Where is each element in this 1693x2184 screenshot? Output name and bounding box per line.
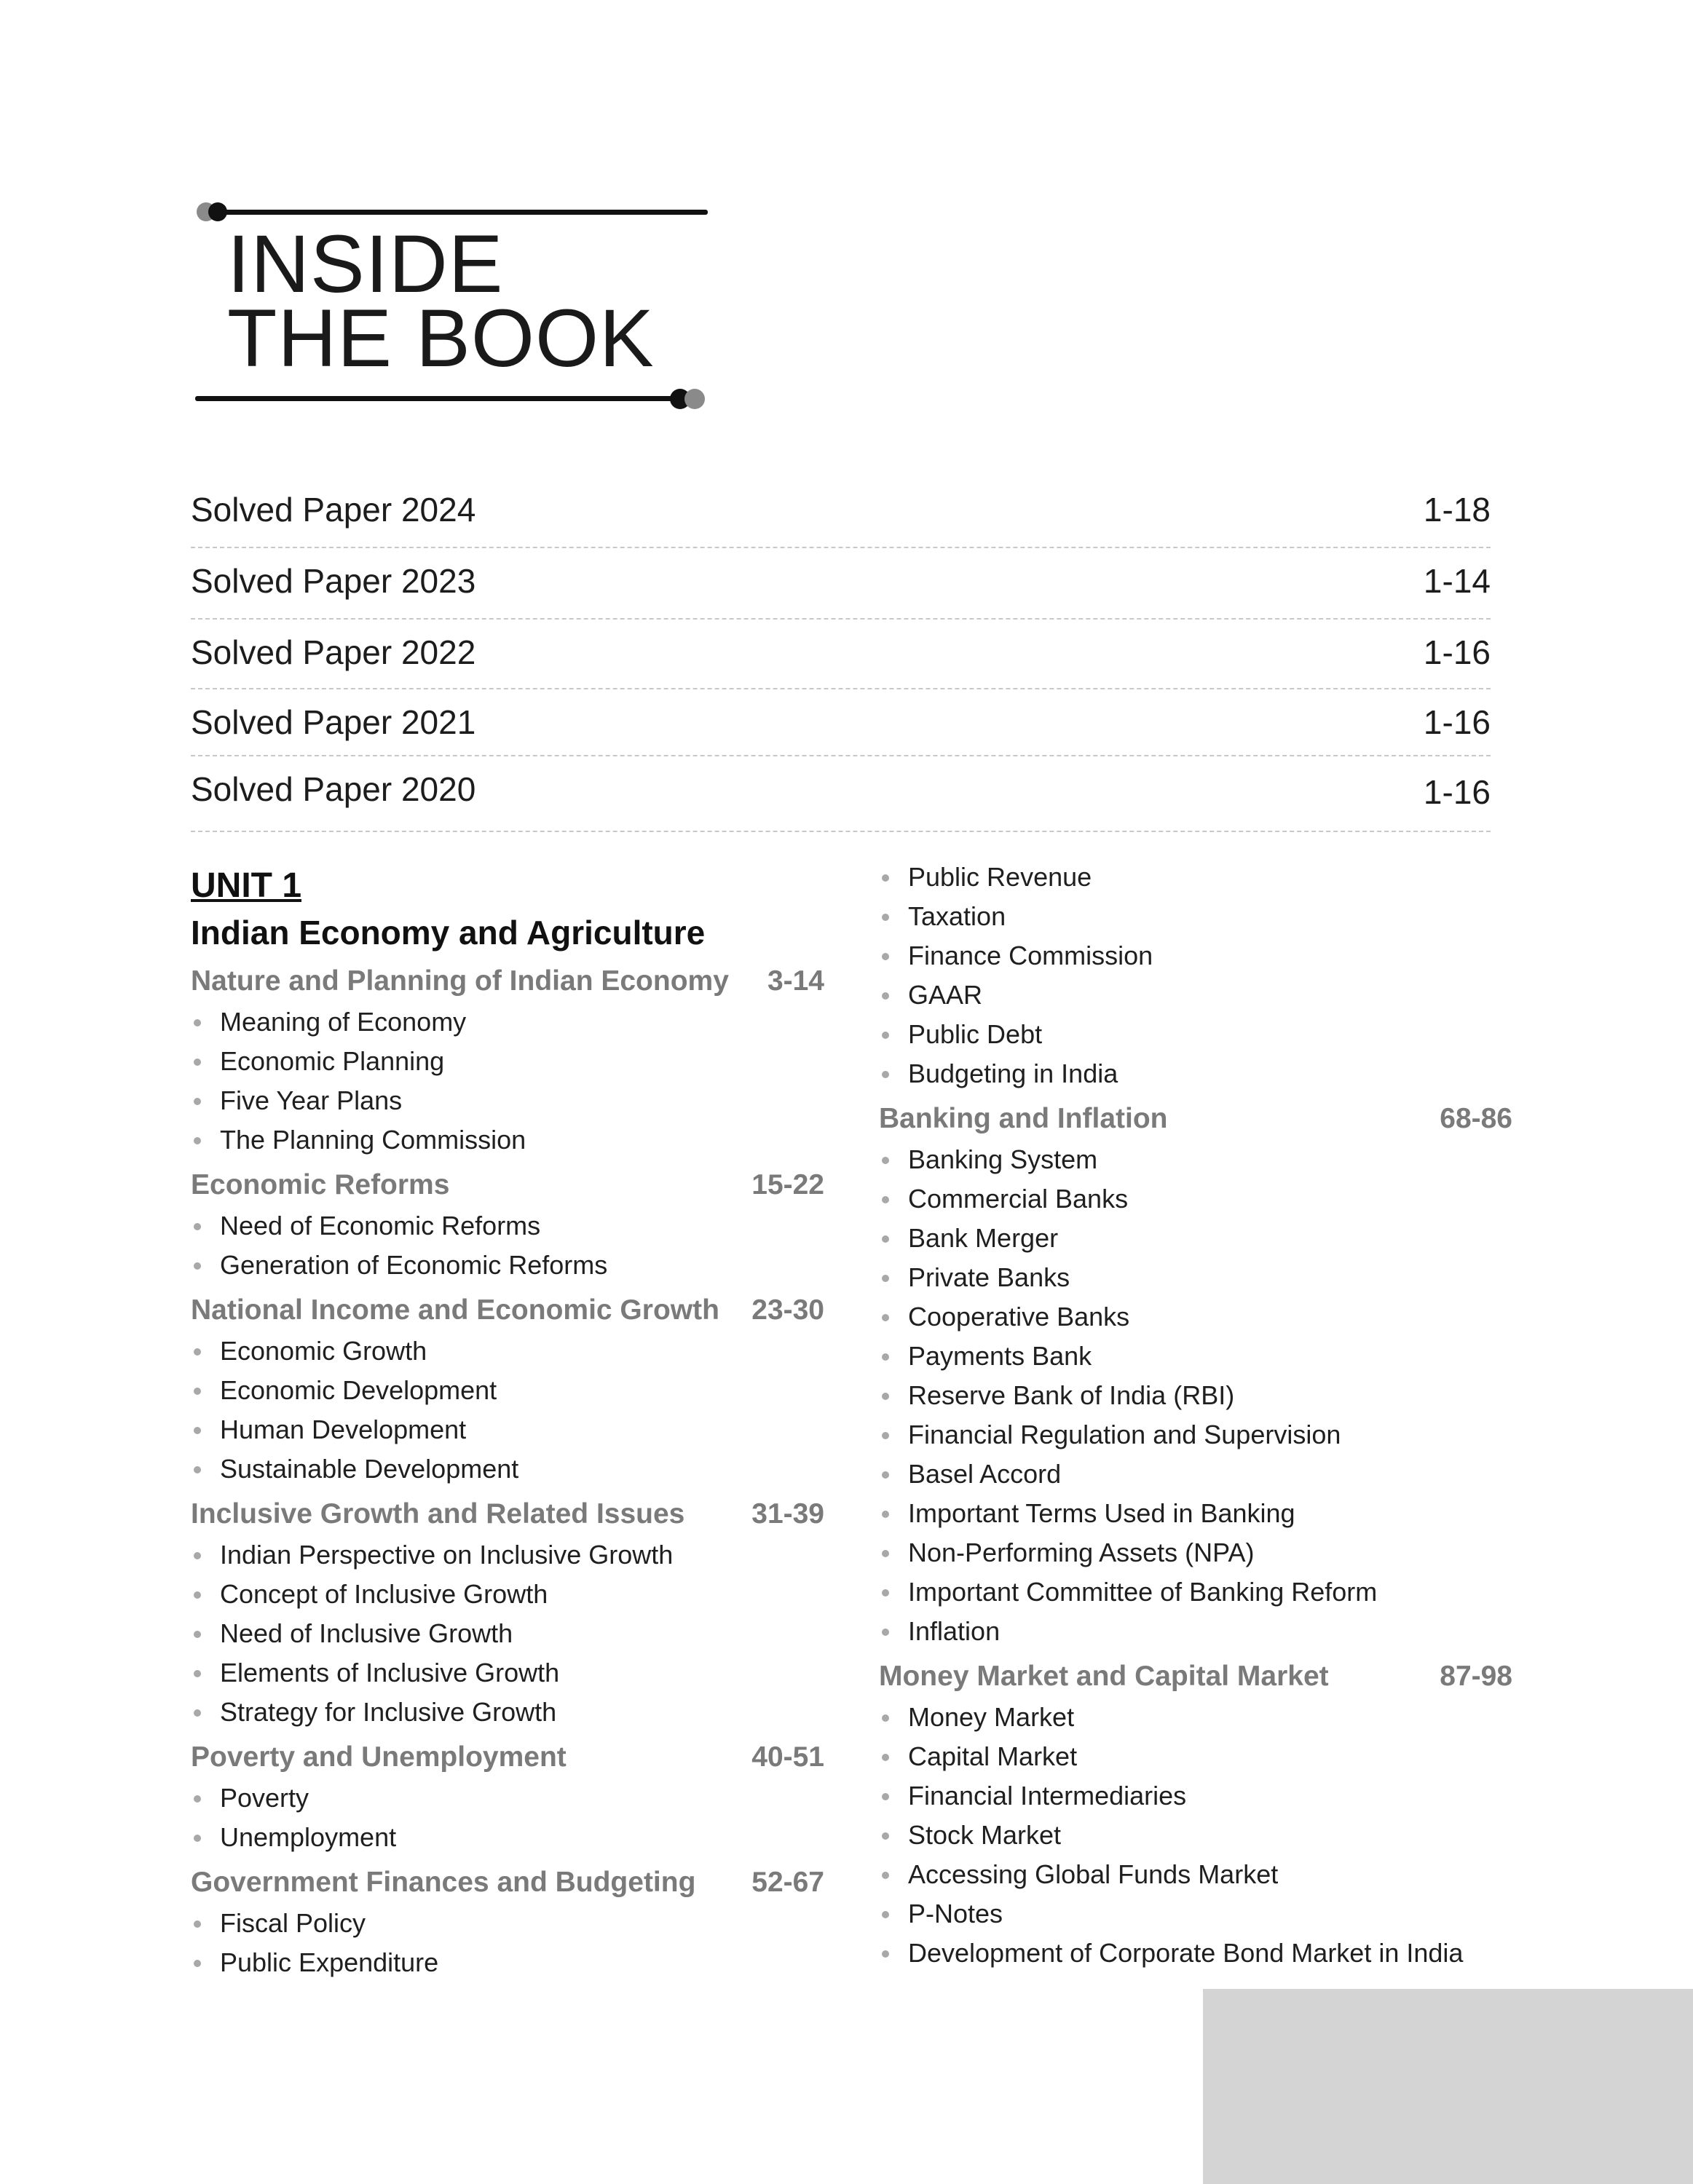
chapter-heading[interactable] bbox=[879, 1098, 1512, 1140]
topic-item: Economic Growth bbox=[191, 1332, 824, 1371]
topic-item: Public Revenue bbox=[879, 858, 1512, 897]
topic-item: Private Banks bbox=[879, 1258, 1512, 1297]
topic-item: Financial Regulation and Supervision bbox=[879, 1415, 1512, 1455]
page-title bbox=[227, 218, 655, 384]
chapter-pages: 23-30 bbox=[751, 1294, 824, 1326]
topic-list bbox=[191, 1904, 824, 1982]
topic-item: Sustainable Development bbox=[191, 1449, 824, 1489]
topic-item: Taxation bbox=[879, 897, 1512, 936]
toc-right-column bbox=[879, 858, 1512, 1973]
chapter-title: Inclusive Growth and Related Issues bbox=[191, 1498, 685, 1530]
decor-line-bottom bbox=[195, 396, 683, 401]
solved-paper-pages: 1-16 bbox=[1423, 703, 1491, 741]
topic-item: Non-Performing Assets (NPA) bbox=[879, 1533, 1512, 1572]
chapter-pages: 68-86 bbox=[1440, 1103, 1512, 1134]
topic-list bbox=[191, 1332, 824, 1489]
topic-list bbox=[191, 1206, 824, 1285]
chapter-heading[interactable] bbox=[191, 1861, 824, 1904]
chapter-title: Poverty and Unemployment bbox=[191, 1741, 567, 1773]
decor-line-top bbox=[220, 210, 708, 215]
solved-paper-label: Solved Paper 2022 bbox=[191, 633, 476, 671]
topic-item: Elements of Inclusive Growth bbox=[191, 1653, 824, 1693]
topic-item: Strategy for Inclusive Growth bbox=[191, 1693, 824, 1732]
topic-item: Indian Perspective on Inclusive Growth bbox=[191, 1535, 824, 1575]
solved-papers-list bbox=[191, 477, 1491, 832]
unit-title: UNIT 1 bbox=[191, 866, 302, 905]
topic-item: Payments Bank bbox=[879, 1337, 1512, 1376]
chapter-title: Government Finances and Budgeting bbox=[191, 1867, 696, 1898]
chapter-title: Money Market and Capital Market bbox=[879, 1661, 1329, 1692]
topic-item: Bank Merger bbox=[879, 1219, 1512, 1258]
solved-paper-pages: 1-16 bbox=[1423, 633, 1491, 671]
chapter-pages: 31-39 bbox=[751, 1498, 824, 1530]
solved-paper-label: Solved Paper 2020 bbox=[191, 770, 476, 808]
chapter-pages: 87-98 bbox=[1440, 1661, 1512, 1692]
chapter-title: Nature and Planning of Indian Economy bbox=[191, 965, 729, 997]
topic-list bbox=[191, 1535, 824, 1732]
title-line-1: INSIDE bbox=[227, 218, 504, 309]
chapter-title: National Income and Economic Growth bbox=[191, 1294, 719, 1326]
topic-item: Need of Economic Reforms bbox=[191, 1206, 824, 1246]
solved-paper-label: Solved Paper 2024 bbox=[191, 491, 476, 529]
chapter-pages: 52-67 bbox=[751, 1867, 824, 1898]
inside-the-book-header bbox=[191, 198, 715, 416]
chapter-heading[interactable] bbox=[191, 960, 824, 1002]
topic-item: Finance Commission bbox=[879, 936, 1512, 976]
topic-list bbox=[879, 1140, 1512, 1651]
chapter-pages: 15-22 bbox=[751, 1169, 824, 1200]
solved-paper-row[interactable] bbox=[191, 689, 1491, 756]
topic-item: Five Year Plans bbox=[191, 1081, 824, 1120]
topic-item: Stock Market bbox=[879, 1816, 1512, 1855]
topic-item: Poverty bbox=[191, 1779, 824, 1818]
solved-paper-pages: 1-18 bbox=[1423, 491, 1491, 529]
topic-item: Budgeting in India bbox=[879, 1054, 1512, 1093]
solved-paper-row[interactable] bbox=[191, 756, 1491, 832]
chapter-heading[interactable] bbox=[191, 1164, 824, 1206]
topic-item: Cooperative Banks bbox=[879, 1297, 1512, 1337]
topic-item: Capital Market bbox=[879, 1737, 1512, 1776]
chapter-pages: 3-14 bbox=[767, 965, 824, 997]
topic-item: GAAR bbox=[879, 976, 1512, 1015]
topic-item: Important Committee of Banking Reform bbox=[879, 1572, 1512, 1612]
topic-item: Accessing Global Funds Market bbox=[879, 1855, 1512, 1894]
topic-item: Development of Corporate Bond Market in India bbox=[879, 1934, 1512, 1973]
solved-paper-pages: 1-14 bbox=[1423, 562, 1491, 600]
topic-list bbox=[191, 1002, 824, 1160]
chapter-title: Economic Reforms bbox=[191, 1169, 450, 1200]
topic-item: Unemployment bbox=[191, 1818, 824, 1857]
topic-list bbox=[191, 1779, 824, 1857]
solved-paper-row[interactable] bbox=[191, 620, 1491, 689]
topic-list bbox=[879, 1698, 1512, 1973]
topic-item: Inflation bbox=[879, 1612, 1512, 1651]
chapter-pages: 40-51 bbox=[751, 1741, 824, 1773]
chapter-heading[interactable] bbox=[191, 1289, 824, 1332]
topic-item: The Planning Commission bbox=[191, 1120, 824, 1160]
topic-item: Commercial Banks bbox=[879, 1179, 1512, 1219]
topic-list bbox=[879, 858, 1512, 1093]
topic-item: Important Terms Used in Banking bbox=[879, 1494, 1512, 1533]
solved-paper-label: Solved Paper 2023 bbox=[191, 562, 476, 600]
solved-paper-row[interactable] bbox=[191, 548, 1491, 620]
chapter-heading[interactable] bbox=[879, 1655, 1512, 1698]
decor-dot-grey-bottom bbox=[684, 389, 705, 409]
solved-paper-pages: 1-16 bbox=[1423, 773, 1491, 811]
topic-item: Need of Inclusive Growth bbox=[191, 1614, 824, 1653]
unit-subtitle: Indian Economy and Agriculture bbox=[191, 914, 706, 951]
topic-item: Fiscal Policy bbox=[191, 1904, 824, 1943]
topic-item: Public Expenditure bbox=[191, 1943, 824, 1982]
topic-item: Basel Accord bbox=[879, 1455, 1512, 1494]
solved-paper-row[interactable] bbox=[191, 477, 1491, 548]
topic-item: Money Market bbox=[879, 1698, 1512, 1737]
chapter-title: Banking and Inflation bbox=[879, 1103, 1168, 1134]
topic-item: Meaning of Economy bbox=[191, 1002, 824, 1042]
topic-item: Generation of Economic Reforms bbox=[191, 1246, 824, 1285]
topic-item: Reserve Bank of India (RBI) bbox=[879, 1376, 1512, 1415]
topic-item: Banking System bbox=[879, 1140, 1512, 1179]
topic-item: P-Notes bbox=[879, 1894, 1512, 1934]
topic-item: Concept of Inclusive Growth bbox=[191, 1575, 824, 1614]
topic-item: Public Debt bbox=[879, 1015, 1512, 1054]
corner-grey-block bbox=[1203, 1989, 1693, 2184]
topic-item: Human Development bbox=[191, 1410, 824, 1449]
topic-item: Economic Development bbox=[191, 1371, 824, 1410]
solved-paper-label: Solved Paper 2021 bbox=[191, 703, 476, 741]
topic-item: Financial Intermediaries bbox=[879, 1776, 1512, 1816]
toc-left-column bbox=[191, 863, 824, 1982]
chapter-heading[interactable] bbox=[191, 1736, 824, 1779]
topic-item: Economic Planning bbox=[191, 1042, 824, 1081]
title-line-2: THE BOOK bbox=[227, 293, 655, 384]
chapter-heading[interactable] bbox=[191, 1493, 824, 1535]
